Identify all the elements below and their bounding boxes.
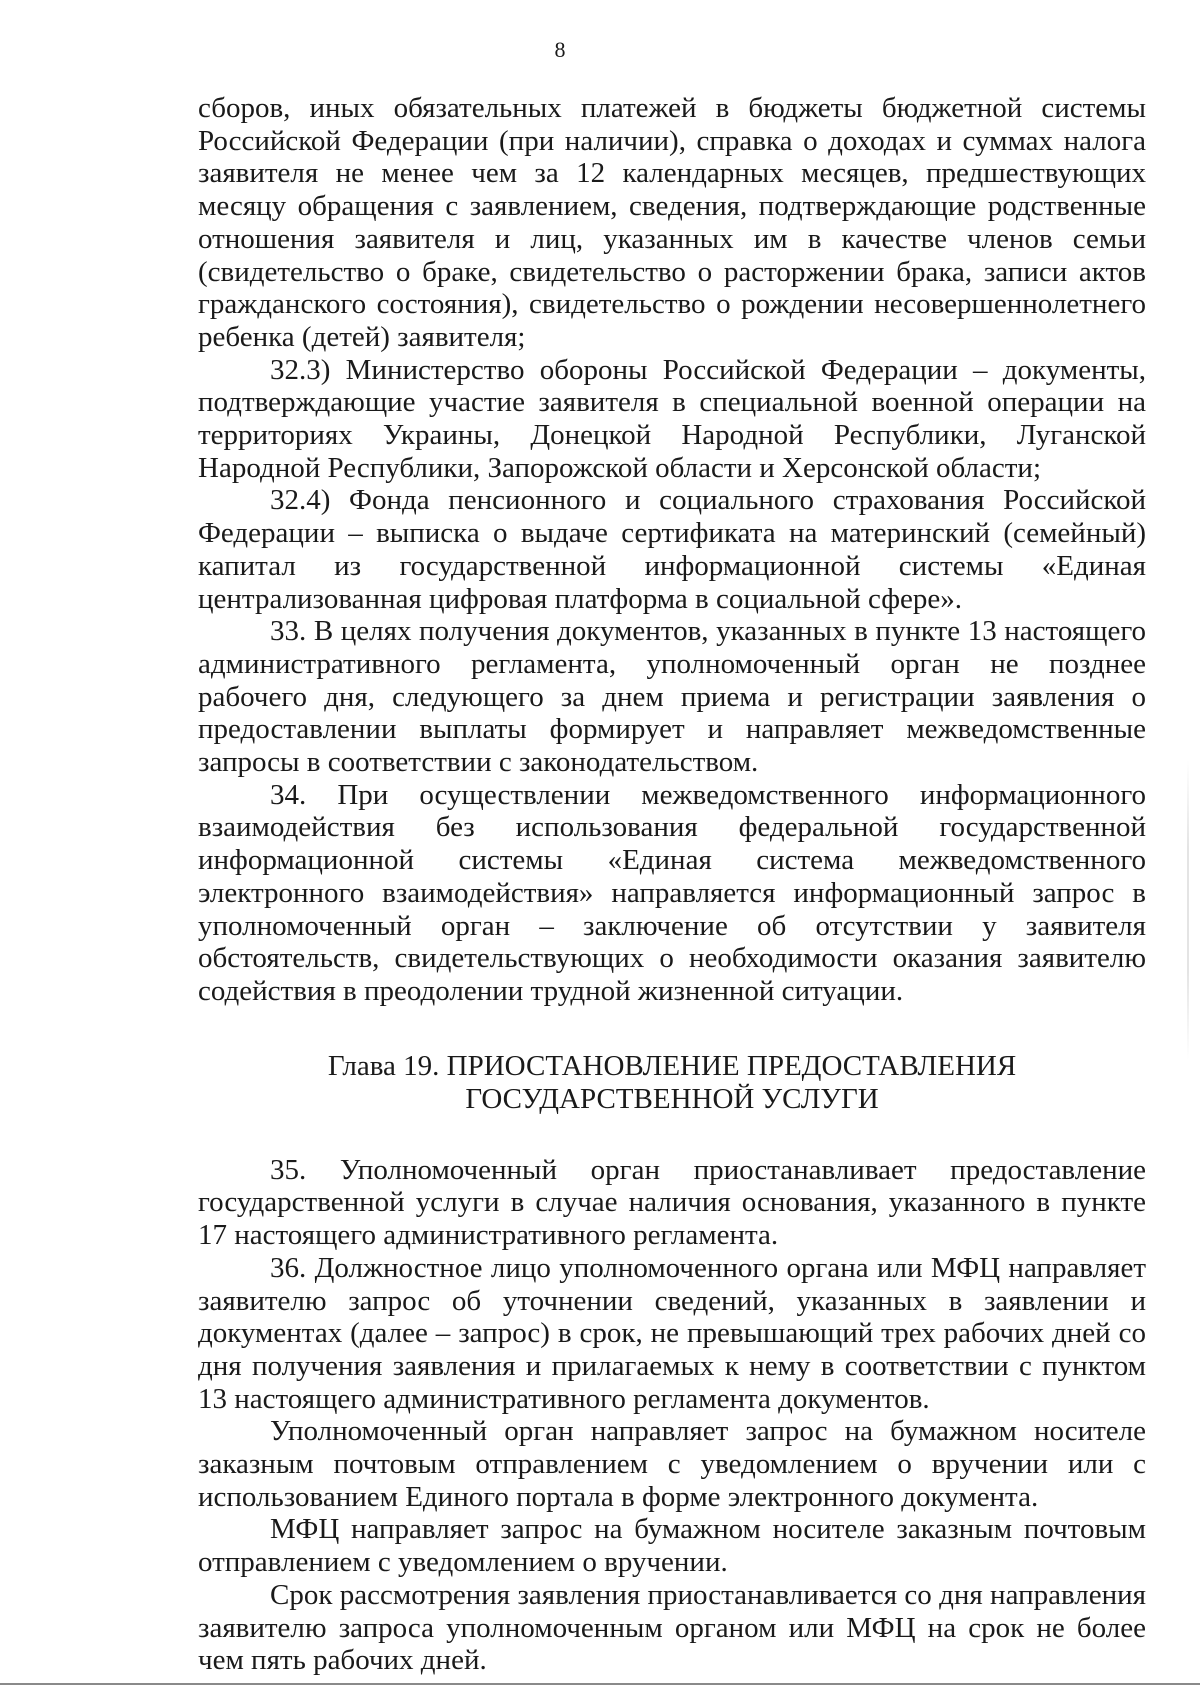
- document-body: [198, 92, 1146, 1677]
- paragraph-36-mail: Уполномоченный орган направляет запрос на бумажном носителе заказным почтовым отправлением с уведомлением о вручении или с использованием Единого портала в форме электронного документа.: [198, 1415, 1146, 1513]
- paragraph-36-mfc: МФЦ направляет запрос на бумажном носителе заказным почтовым отправлением с уведомлением о вручении.: [198, 1513, 1146, 1579]
- paragraph-32-3: 32.3) Министерство обороны Российской Федерации – документы, подтверждающие участие заявителя в специальной военной операции на территориях Украины, Донецкой Народной Республики, Луганской Народной Республики, Запорожской области и Херсонской области;: [198, 353, 1146, 484]
- page-bottom-edge: [0, 1683, 1200, 1685]
- scan-edge-mark: [1187, 760, 1189, 1060]
- paragraph-36-term: Срок рассмотрения заявления приостанавливается со дня направления заявителю запроса уполномоченным органом или МФЦ на срок не более чем пять рабочих дней.: [198, 1578, 1146, 1677]
- paragraph-35: 35. Уполномоченный орган приостанавливает предоставление государственной услуги в случае наличия основания, указанного в пункте 17 настоящего административного регламента.: [198, 1153, 1146, 1252]
- paragraph-33: 33. В целях получения документов, указанных в пункте 13 настоящего административного регламента, уполномоченный орган не позднее рабочего дня, следующего за днем приема и регистрации заявления о предоставлении выплаты формирует и направляет межведомственные запросы в соответствии с законодательством.: [198, 615, 1146, 779]
- chapter-heading-line-1: Глава 19. ПРИОСТАНОВЛЕНИЕ ПРЕДОСТАВЛЕНИЯ: [327, 1049, 1017, 1082]
- paragraph-34: 34. При осуществлении межведомственного информационного взаимодействия без использования федеральной государственной информационной системы «Единая система межведомственного электронного взаимодействия» направляется информационный запрос в уполномоченный орган – заключение об отсутствии у заявителя обстоятельств, свидетельствующих о необходимости оказания заявителю содействия в преодолении трудной жизненной ситуации.: [198, 778, 1146, 1007]
- chapter-heading: [198, 1050, 1146, 1116]
- paragraph-continuation: сборов, иных обязательных платежей в бюджеты бюджетной системы Российской Федерации (при наличии), справка о доходах и суммах налога заявителя не менее чем за 12 календарных месяцев, предшествующих месяцу обращения с заявлением, сведения, подтверждающие родственные отношения заявителя и лиц, указанных им в качестве членов семьи (свидетельство о браке, свидетельство о расторжении брака, записи актов гражданского состояния), свидетельство о рождении несовершеннолетнего ребенка (детей) заявителя;: [198, 92, 1146, 353]
- page-number: 8: [554, 37, 566, 62]
- paragraph-32-4: 32.4) Фонда пенсионного и социального страхования Российской Федерации – выписка о выдаче сертификата на материнский (семейный) капитал из государственной информационной системы «Единая централизованная цифровая платформа в социальной сфере».: [198, 484, 1146, 615]
- paragraph-36: 36. Должностное лицо уполномоченного органа или МФЦ направляет заявителю запрос об уточнении сведений, указанных в заявлении и документах (далее – запрос) в срок, не превышающий трех рабочих дней со дня получения заявления и прилагаемых к нему в соответствии с пунктом 13 настоящего административного регламента документов.: [198, 1251, 1146, 1415]
- chapter-heading-line-2: ГОСУДАРСТВЕННОЙ УСЛУГИ: [465, 1082, 879, 1115]
